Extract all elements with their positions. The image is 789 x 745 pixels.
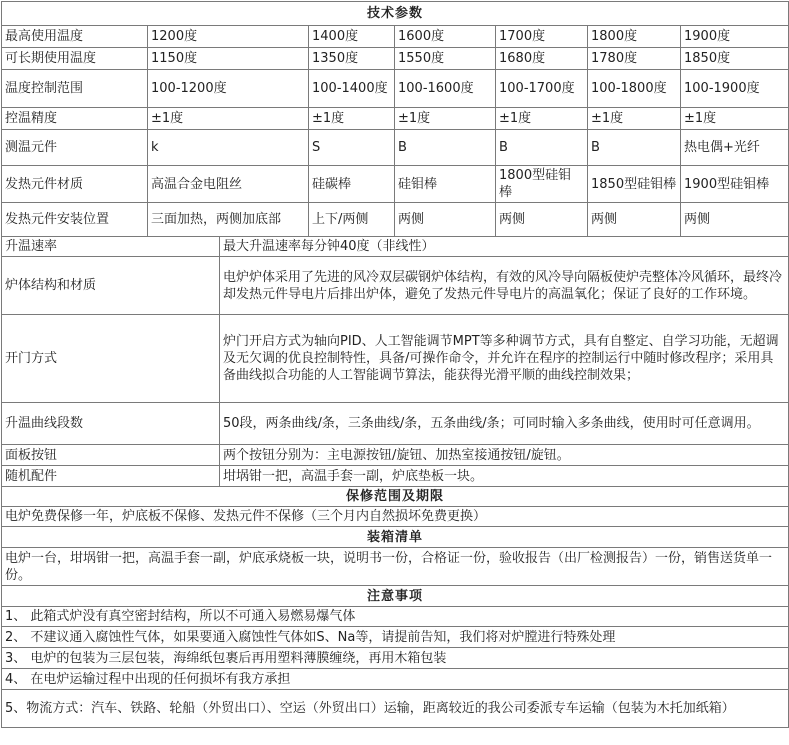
cell-model-6: 1900型硅钼棒 <box>681 166 789 203</box>
warranty-row <box>2 507 789 527</box>
cell-model-2: 1400度 <box>309 26 395 48</box>
cell-model-1: 1200度 <box>148 26 309 48</box>
spec-label: 升温速率 <box>2 237 220 257</box>
row-label: 发热元件安装位置 <box>2 203 148 237</box>
row-label: 发热元件材质 <box>2 166 148 203</box>
cell-model-2: 100-1400度 <box>309 70 395 108</box>
warranty-title-row <box>2 487 789 507</box>
tech-title-row <box>2 2 789 26</box>
grid-row <box>2 203 789 237</box>
cell-model-3: 两侧 <box>395 203 496 237</box>
cell-model-3: 1550度 <box>395 48 496 70</box>
cell-model-3: 硅钼棒 <box>395 166 496 203</box>
note-row <box>2 607 789 627</box>
cell-model-5: 100-1800度 <box>588 70 681 108</box>
cell-model-4: B <box>496 130 588 166</box>
cell-model-1: 1150度 <box>148 48 309 70</box>
spec-table <box>1 1 789 728</box>
cell-model-3: B <box>395 130 496 166</box>
spec-row <box>2 403 789 445</box>
cell-model-4: 1800型硅钼棒 <box>496 166 588 203</box>
cell-model-1: ±1度 <box>148 108 309 130</box>
spec-row <box>2 237 789 257</box>
cell-model-3: 100-1600度 <box>395 70 496 108</box>
note-item: 4、 在电炉运输过程中出现的任何损坏有我方承担 <box>2 669 789 690</box>
grid-row <box>2 26 789 48</box>
spec-row <box>2 315 789 403</box>
cell-model-6: 两侧 <box>681 203 789 237</box>
spec-sheet <box>0 1 789 745</box>
row-label: 温度控制范围 <box>2 70 148 108</box>
spec-label: 炉体结构和材质 <box>2 257 220 315</box>
packing-title: 装箱清单 <box>2 527 789 548</box>
tech-params-title: 技术参数 <box>2 2 789 26</box>
cell-model-4: 两侧 <box>496 203 588 237</box>
cell-model-4: ±1度 <box>496 108 588 130</box>
spec-text: 50段，两条曲线/条，三条曲线/条，五条曲线/条；可同时输入多条曲线，使用时可任意调用。 <box>220 403 789 445</box>
cell-model-5: 两侧 <box>588 203 681 237</box>
note-item: 2、 不建议通入腐蚀性气体，如果要通入腐蚀性气体如S、Na等，请提前告知，我们将对炉膛进行特殊处理 <box>2 627 789 648</box>
notes-title-row <box>2 586 789 607</box>
note-item: 1、 此箱式炉没有真空密封结构，所以不可通入易燃易爆气体 <box>2 607 789 627</box>
spec-label: 升温曲线段数 <box>2 403 220 445</box>
note-row <box>2 669 789 690</box>
cell-model-2: S <box>309 130 395 166</box>
note-row <box>2 648 789 669</box>
spec-label: 面板按钮 <box>2 445 220 466</box>
note-row <box>2 690 789 728</box>
cell-model-1: 高温合金电阻丝 <box>148 166 309 203</box>
grid-row <box>2 130 789 166</box>
cell-model-2: 硅碳棒 <box>309 166 395 203</box>
note-item: 3、 电炉的包装为三层包装，海绵纸包裹后再用塑料薄膜缠绕，再用木箱包装 <box>2 648 789 669</box>
row-label: 测温元件 <box>2 130 148 166</box>
cell-model-2: ±1度 <box>309 108 395 130</box>
cell-model-6: 1850度 <box>681 48 789 70</box>
cell-model-6: ±1度 <box>681 108 789 130</box>
cell-model-4: 100-1700度 <box>496 70 588 108</box>
cell-model-2: 上下/两侧 <box>309 203 395 237</box>
spec-label: 随机配件 <box>2 466 220 487</box>
cell-model-1: 三面加热，两侧加底部 <box>148 203 309 237</box>
note-item: 5、物流方式：汽车、铁路、轮船（外贸出口）、空运（外贸出口）运输，距离较近的我公司委派专车运输（包装为木托加纸箱） <box>2 690 789 728</box>
spec-text: 电炉炉体采用了先进的风冷双层碳钢炉体结构，有效的风冷导向隔板使炉壳整体冷风循环，最终冷却发热元件导电片后排出炉体，避免了发热元件导电片的高温氧化；保证了良好的工作环境。 <box>220 257 789 315</box>
cell-model-6: 热电偶+光纤 <box>681 130 789 166</box>
spec-label: 开门方式 <box>2 315 220 403</box>
spec-row <box>2 445 789 466</box>
spec-row <box>2 466 789 487</box>
cell-model-5: ±1度 <box>588 108 681 130</box>
cell-model-1: k <box>148 130 309 166</box>
spec-text: 炉门开启方式为轴向PID、人工智能调节MPT等多种调节方式，具有自整定、自学习功能，无超调及无欠调的优良控制特性，具备/可操作命令，并允许在程序的控制运行中随时修改程序；采用具备曲线拟合功能的人工智能调节算法，能获得光滑平顺的曲线控制效果； <box>220 315 789 403</box>
packing-title-row <box>2 527 789 548</box>
cell-model-5: B <box>588 130 681 166</box>
spec-text: 坩埚钳一把，高温手套一副，炉底垫板一块。 <box>220 466 789 487</box>
spec-text: 两个按钮分别为：主电源按钮/旋钮、加热室接通按钮/旋钮。 <box>220 445 789 466</box>
cell-model-6: 1900度 <box>681 26 789 48</box>
spec-row <box>2 257 789 315</box>
cell-model-6: 100-1900度 <box>681 70 789 108</box>
note-row <box>2 627 789 648</box>
cell-model-4: 1700度 <box>496 26 588 48</box>
cell-model-2: 1350度 <box>309 48 395 70</box>
cell-model-4: 1680度 <box>496 48 588 70</box>
grid-row <box>2 48 789 70</box>
row-label: 可长期使用温度 <box>2 48 148 70</box>
row-label: 控温精度 <box>2 108 148 130</box>
warranty-title: 保修范围及期限 <box>2 487 789 507</box>
grid-row <box>2 166 789 203</box>
cell-model-5: 1780度 <box>588 48 681 70</box>
grid-row <box>2 70 789 108</box>
packing-text: 电炉一台，坩埚钳一把，高温手套一副，炉底承烧板一块，说明书一份，合格证一份，验收报告（出厂检测报告）一份，销售送货单一份。 <box>2 548 789 586</box>
cell-model-3: 1600度 <box>395 26 496 48</box>
cell-model-1: 100-1200度 <box>148 70 309 108</box>
warranty-text: 电炉免费保修一年，炉底板不保修、发热元件不保修（三个月内自然损坏免费更换） <box>2 507 789 527</box>
grid-row <box>2 108 789 130</box>
notes-title: 注意事项 <box>2 586 789 607</box>
spec-text: 最大升温速率每分钟40度（非线性） <box>220 237 789 257</box>
cell-model-3: ±1度 <box>395 108 496 130</box>
row-label: 最高使用温度 <box>2 26 148 48</box>
cell-model-5: 1850型硅钼棒 <box>588 166 681 203</box>
cell-model-5: 1800度 <box>588 26 681 48</box>
packing-row <box>2 548 789 586</box>
